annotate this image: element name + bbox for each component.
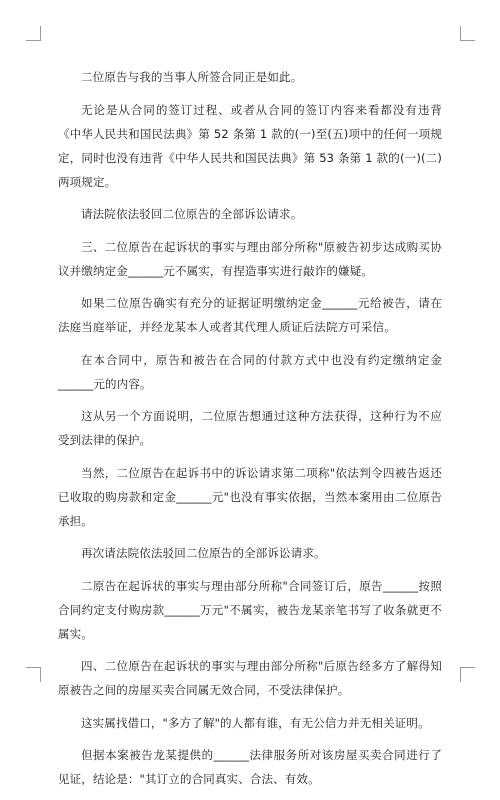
paragraph: 当然，二位原告在起诉书中的诉讼请求第二项称"依法判令四被告返还已收取的购房款和定金______元"也没有事实依据，当然本案用由二位原告承担。 xyxy=(58,465,442,528)
crop-mark-top-right xyxy=(460,26,475,41)
paragraph: 二位原告与我的当事人所签合同正是如此。 xyxy=(81,70,303,84)
paragraph: 如果二位原告确实有充分的证据证明缴纳定金______元给被告，请在法庭当庭举证，并经龙某本人或者其代理人质证后法院方可采信。 xyxy=(58,296,442,334)
paragraph: 再次请法院依法驳回二位原告的全部诉讼请求。 xyxy=(81,546,326,560)
paragraph: 这实属找借口，"多方了解"的人都有谁，有无公信力并无相关证明。 xyxy=(81,715,430,730)
crop-mark-top-left xyxy=(26,26,41,41)
paragraph: 三、二位原告在起诉状的事实与理由部分所称"原被告初步达成购买协议并缴纳定金______元不属实，有捏造事实进行敲诈的嫌疑。 xyxy=(58,239,442,278)
paragraph: 但据本案被告龙某提供的______法律服务所对该房屋买卖合同进行了见证，结论是："其订立的合同真实、合法、有效。 xyxy=(58,748,442,786)
paragraph: 无论是从合同的签订过程、或者从合同的签订内容来看都没有违背《中华人民共和国民法典》第 52 条第 1 款的(一)至(五)项中的任何一项规定，同时也没有违背《中华人民共和国民法典》第 53 条第 1 款的(一)(二)两项规定。 xyxy=(58,102,442,189)
paragraph: 四、二位原告在起诉状的事实与理由部分所称"后原告经多方了解得知原被告之间的房屋买卖合同属无效合同，不受法律保护。 xyxy=(58,659,442,697)
paragraph: 这从另一个方面说明，二位原告想通过这种方法获得，这种行为不应受到法律的保护。 xyxy=(58,409,442,447)
paragraph: 二原告在起诉状的事实与理由部分所称"合同签订后，原告______按照合同约定支付购房款______万元"不属实，被告龙某亲笔书写了收条就更不属实。 xyxy=(58,578,442,641)
paragraph: 在本合同中，原告和被告在合同的付款方式中也没有约定缴纳定金______元的内容。 xyxy=(58,352,442,391)
document-body xyxy=(58,65,442,800)
crop-mark-bottom-left xyxy=(26,667,41,682)
paragraph: 请法院依法驳回二位原告的全部诉讼请求。 xyxy=(81,207,303,221)
crop-mark-bottom-right xyxy=(460,667,475,682)
